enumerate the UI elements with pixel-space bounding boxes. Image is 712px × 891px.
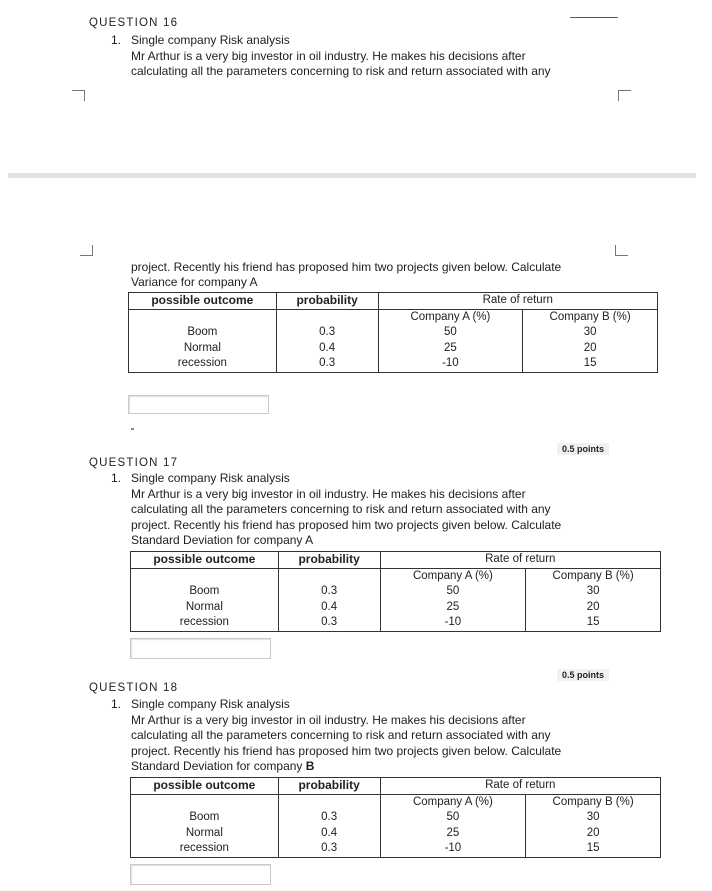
question-18-text-line-4-prefix: Standard Deviation for company <box>131 759 306 773</box>
table-row <box>131 615 661 631</box>
cell-company-a: 50 <box>378 325 523 341</box>
question-17-heading-text: Single company Risk analysis <box>131 471 290 485</box>
question-18-heading-text: Single company Risk analysis <box>131 697 290 711</box>
question-18-answer-input[interactable] <box>130 864 271 885</box>
header-probability: probability <box>278 552 380 569</box>
question-16-text-line-3: project. Recently his friend has proposed him two projects given below. Calculate <box>131 260 562 274</box>
question-18-text-line-3: project. Recently his friend has proposed him two projects given below. Calculate <box>131 744 562 758</box>
question-16-text-line-2: calculating all the parameters concerning to risk and return associated with any <box>131 64 551 78</box>
question-17-title: QUESTION 17 <box>89 457 179 469</box>
question-17-text-line-2: calculating all the parameters concerning to risk and return associated with any <box>131 502 551 516</box>
question-16-rate-table <box>128 292 658 373</box>
table-header-row <box>131 552 661 569</box>
question-17-text-line-4: Standard Deviation for company A <box>131 533 314 547</box>
top-mark <box>570 17 618 18</box>
cell-outcome: Boom <box>129 325 277 341</box>
cell-company-b: 15 <box>526 841 661 857</box>
cell-company-a: 50 <box>380 584 526 600</box>
cell-company-b: 20 <box>523 341 658 357</box>
header-rate-of-return: Rate of return <box>380 552 660 569</box>
cell-company-a: 25 <box>378 341 523 357</box>
question-18-text-line-2: calculating all the parameters concerning to risk and return associated with any <box>131 728 551 742</box>
cell-company-a: 25 <box>380 826 526 842</box>
cell-probability: 0.4 <box>278 600 380 616</box>
page-corner-top-left <box>72 90 85 101</box>
table-row <box>129 325 658 341</box>
question-18-text-line-4 <box>131 759 314 775</box>
table-row <box>129 341 658 357</box>
question-18-company-label: B <box>305 759 315 773</box>
cell-outcome: Boom <box>131 584 279 600</box>
cell-probability: 0.3 <box>278 584 380 600</box>
subheader-company-a: Company A (%) <box>378 309 523 325</box>
question-16-points: 0.5 points <box>557 443 609 455</box>
table-row <box>131 600 661 616</box>
question-18-title: QUESTION 18 <box>89 682 179 694</box>
question-16-text-line-1: Mr Arthur is a very big investor in oil industry. He makes his decisions after <box>131 49 526 63</box>
page-corner-top-right <box>618 90 631 101</box>
table-row <box>131 810 661 826</box>
cell-outcome: Normal <box>131 826 279 842</box>
table-subheader-row <box>129 309 658 325</box>
header-rate-of-return: Rate of return <box>380 778 660 795</box>
cell-probability: 0.3 <box>278 615 380 631</box>
cell-outcome: recession <box>131 841 279 857</box>
subheader-company-a: Company A (%) <box>380 794 526 810</box>
question-17-points: 0.5 points <box>557 669 609 681</box>
page-corner-bottom-left <box>80 245 93 256</box>
header-possible-outcome: possible outcome <box>129 293 277 310</box>
question-16-title: QUESTION 16 <box>89 17 179 29</box>
cell-probability: 0.3 <box>276 356 378 372</box>
cell-company-a: -10 <box>380 615 526 631</box>
cell-company-b: 30 <box>526 810 661 826</box>
table-row <box>129 356 658 372</box>
cell-company-a: 25 <box>380 600 526 616</box>
cell-company-b: 30 <box>526 584 661 600</box>
question-17-rate-table <box>130 551 661 632</box>
header-possible-outcome: possible outcome <box>131 552 279 569</box>
question-16-number: 1. <box>111 33 122 47</box>
cell-company-b: 30 <box>523 325 658 341</box>
cell-outcome: Boom <box>131 810 279 826</box>
cell-outcome: recession <box>129 356 277 372</box>
cell-probability: 0.4 <box>276 341 378 357</box>
subheader-company-b: Company B (%) <box>523 309 658 325</box>
question-17-answer-input[interactable] <box>130 638 271 659</box>
question-16-heading <box>111 33 290 47</box>
cell-company-a: -10 <box>380 841 526 857</box>
table-row <box>131 826 661 842</box>
question-18-rate-table <box>130 777 661 858</box>
cell-probability: 0.3 <box>278 841 380 857</box>
question-17-number: 1. <box>111 471 122 485</box>
header-possible-outcome: possible outcome <box>131 778 279 795</box>
question-18-text-line-1: Mr Arthur is a very big investor in oil industry. He makes his decisions after <box>131 713 526 727</box>
cell-probability: 0.3 <box>278 810 380 826</box>
page-break-band <box>8 173 696 178</box>
header-rate-of-return: Rate of return <box>378 293 657 310</box>
question-17-text-line-3: project. Recently his friend has proposed him two projects given below. Calculate <box>131 518 562 532</box>
cell-company-b: 15 <box>523 356 658 372</box>
question-16-text-line-4: Variance for company A <box>131 275 258 289</box>
header-probability: probability <box>276 293 378 310</box>
question-17-text-line-1: Mr Arthur is a very big investor in oil industry. He makes his decisions after <box>131 487 526 501</box>
cell-probability: 0.4 <box>278 826 380 842</box>
cell-company-b: 20 <box>526 826 661 842</box>
question-18-heading <box>111 697 290 711</box>
cell-probability: 0.3 <box>276 325 378 341</box>
header-probability: probability <box>278 778 380 795</box>
question-18-number: 1. <box>111 697 122 711</box>
cell-company-a: 50 <box>380 810 526 826</box>
cell-company-b: 20 <box>526 600 661 616</box>
subheader-company-b: Company B (%) <box>526 794 661 810</box>
question-17-heading <box>111 471 290 485</box>
cell-company-a: -10 <box>378 356 523 372</box>
table-subheader-row <box>131 794 661 810</box>
table-row <box>131 841 661 857</box>
table-subheader-row <box>131 568 661 584</box>
question-16-answer-input[interactable] <box>128 395 269 414</box>
cell-outcome: recession <box>131 615 279 631</box>
page-corner-bottom-right <box>615 245 628 256</box>
table-header-row <box>129 293 658 310</box>
table-header-row <box>131 778 661 795</box>
answer-dot <box>131 428 134 430</box>
table-row <box>131 584 661 600</box>
question-16-heading-text: Single company Risk analysis <box>131 33 290 47</box>
subheader-company-a: Company A (%) <box>380 568 526 584</box>
cell-outcome: Normal <box>131 600 279 616</box>
cell-outcome: Normal <box>129 341 277 357</box>
subheader-company-b: Company B (%) <box>526 568 661 584</box>
cell-company-b: 15 <box>526 615 661 631</box>
